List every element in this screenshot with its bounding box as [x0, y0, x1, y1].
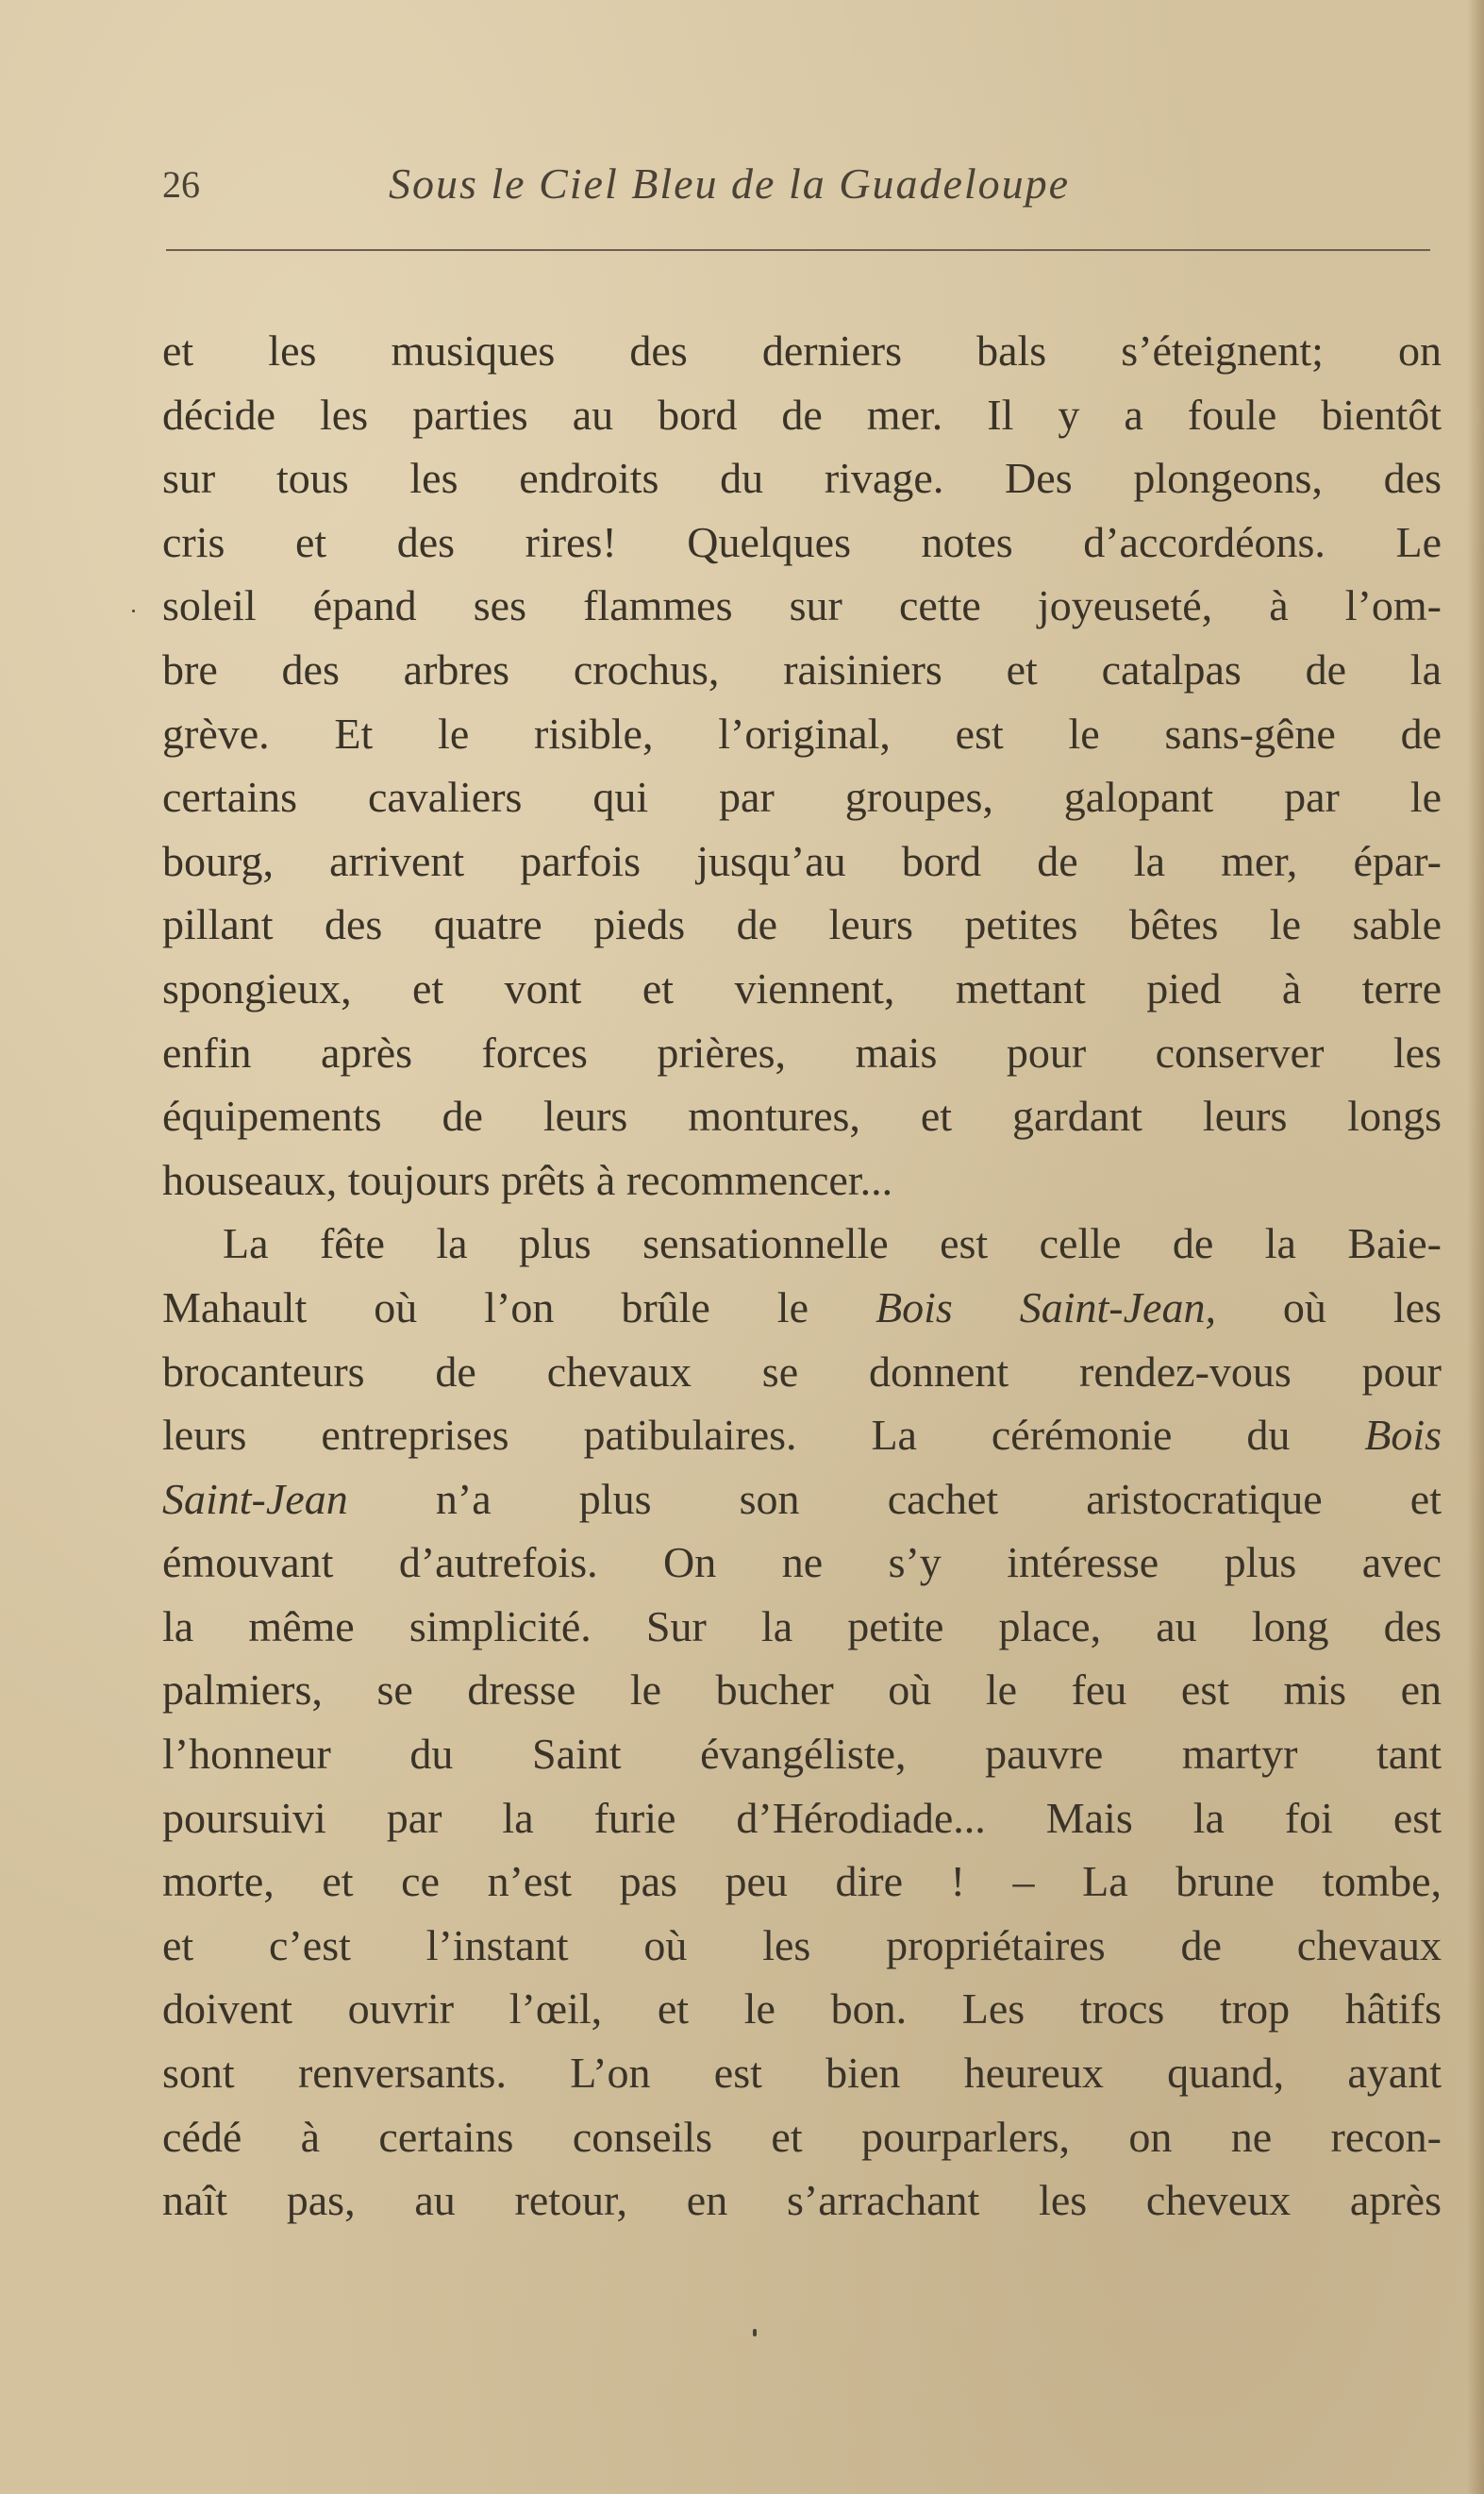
- page-edge-shadow: [1467, 0, 1484, 2494]
- text-line: pillant des quatre pieds de leurs petites bêtes le sable: [162, 900, 1442, 949]
- text-line: brocanteurs de chevaux se donnent rendez-vous pour: [162, 1347, 1442, 1396]
- body-text: [162, 319, 1442, 2233]
- page-number: 26: [162, 163, 200, 206]
- text-line: poursuivi par la furie d’Hérodiade... Mais la foi est: [162, 1793, 1442, 1842]
- text-line: [162, 1403, 1442, 1467]
- text-run: leurs entreprises patibulaires. La cérémonie du: [162, 1411, 1365, 1460]
- text-line: naît pas, au retour, en s’arrachant les cheveux après: [162, 2176, 1442, 2225]
- text-line: certains cavaliers qui par groupes, galopant par le: [162, 773, 1442, 822]
- text-line: et les musiques des derniers bals s’éteignent; on: [162, 326, 1442, 375]
- text-line: morte, et ce n’est pas peu dire ! – La brune tombe,: [162, 1857, 1442, 1906]
- text-line: sont renversants. L’on est bien heureux quand, ayant: [162, 2049, 1442, 2098]
- paper-speck: [132, 610, 135, 612]
- paragraph-start-line: La fête la plus sensationnelle est celle de la Baie-: [223, 1219, 1442, 1268]
- text-line: grève. Et le risible, l’original, est le sans-gêne de: [162, 709, 1442, 758]
- italic-title: Bois: [1364, 1411, 1442, 1460]
- text-line: spongieux, et vont et viennent, mettant pied à terre: [162, 963, 1442, 1013]
- text-run: où les: [1215, 1282, 1442, 1331]
- text-line: cédé à certains conseils et pourparlers, on ne recon-: [162, 2112, 1442, 2161]
- italic-title: Bois Saint-Jean,: [875, 1282, 1216, 1331]
- text-line: soleil épand ses flammes sur cette joyeuseté, à l’om-: [162, 581, 1442, 630]
- italic-title: Saint-Jean: [162, 1474, 348, 1523]
- text-line: émouvant d’autrefois. On ne s’y intéresse plus avec: [162, 1538, 1442, 1587]
- text-line: décide les parties au bord de mer. Il y a foule bientôt: [162, 390, 1442, 439]
- text-line: et c’est l’instant où les propriétaires de chevaux: [162, 1920, 1442, 1969]
- text-line: sur tous les endroits du rivage. Des plongeons, des: [162, 454, 1442, 503]
- text-run: n’a plus son cachet aristocratique et: [347, 1474, 1442, 1523]
- text-line: palmiers, se dresse le bucher où le feu est mis en: [162, 1665, 1442, 1715]
- header-rule: [166, 249, 1430, 251]
- text-line: équipements de leurs montures, et gardant leurs longs: [162, 1092, 1442, 1141]
- text-line: [162, 1467, 1442, 1532]
- text-line: enfin après forces prières, mais pour conserver les: [162, 1028, 1442, 1077]
- text-line: [162, 1276, 1442, 1340]
- running-title: Sous le Ciel Bleu de la Guadeloupe: [389, 159, 1071, 208]
- text-line: la même simplicité. Sur la petite place, au long des: [162, 1601, 1442, 1650]
- paragraph-end-line: houseaux, toujours prêts à recommencer...: [162, 1155, 893, 1204]
- text-run: Mahault où l’on brûle le: [162, 1282, 875, 1331]
- text-line: l’honneur du Saint évangéliste, pauvre martyr tant: [162, 1730, 1442, 1779]
- text-line: bre des arbres crochus, raisiniers et catalpas de la: [162, 644, 1442, 694]
- text-line: cris et des rires! Quelques notes d’accordéons. Le: [162, 517, 1442, 566]
- paper-speck: [753, 2329, 757, 2336]
- text-line: bourg, arrivent parfois jusqu’au bord de la mer, épar-: [162, 836, 1442, 885]
- running-head: [162, 151, 1434, 217]
- text-line: doivent ouvrir l’œil, et le bon. Les trocs trop hâtifs: [162, 1984, 1442, 2034]
